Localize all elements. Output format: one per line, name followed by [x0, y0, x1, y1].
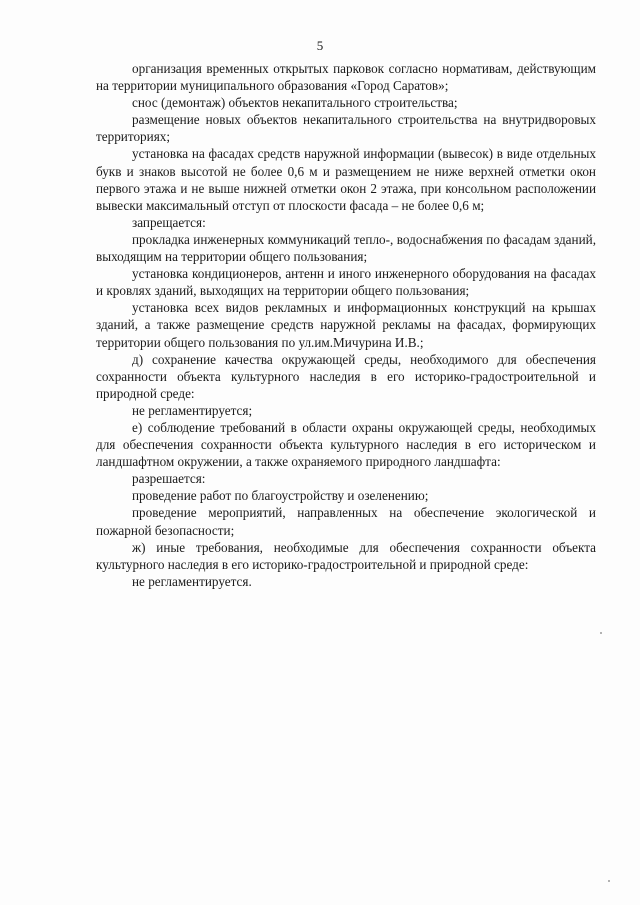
- paragraph-14: проведение мероприятий, направленных на обеспечение экологической и пожарной безопасности;: [96, 505, 596, 538]
- document-body: [96, 60, 596, 590]
- paragraph-2: снос (демонтаж) объектов некапитального строительства;: [132, 95, 458, 111]
- paragraph-15: ж) иные требования, необходимые для обеспечения сохранности объекта культурного наследия в его историко-градостроительной и природной среде:: [96, 539, 596, 572]
- paragraph-7: установка кондиционеров, антенн и иного инженерного оборудования на фасадах и кровлях зданий, выходящих на территории общего пользования;: [96, 266, 596, 299]
- paragraph-9: д) сохранение качества окружающей среды, необходимого для обеспечения сохранности объекта культурного наследия в его историко-градостроительной и природной среде:: [96, 351, 596, 401]
- paragraph-6: прокладка инженерных коммуникаций тепло-, водоснабжения по фасадам зданий, выходящим на территории общего пользования;: [96, 231, 596, 265]
- paragraph-16: не регламентируется.: [132, 573, 252, 589]
- paragraph-4: установка на фасадах средств наружной информации (вывесок) в виде отдельных букв и знаков высотой не более 0,6 м и размещением не ниже верхней отметки окон первого этажа и не выше нижней отметки окон 2 этажа, при консольном расположении вывески максимальный отступ от плоскости фасада – не более 0,6 м;: [96, 146, 596, 213]
- paragraph-11: е) соблюдение требований в области охраны окружающей среды, необходимых для обеспечения сохранности объекта культурного наследия в его историческом и ландшафтном окружении, а также охраняемого природного ландшафта:: [96, 419, 596, 470]
- paragraph-8: установка всех видов рекламных и информационных конструкций на крышах зданий, а также размещение средств наружной рекламы на фасадах, формирующих территории общего пользования по ул.им.Мичурина И.В.;: [96, 300, 596, 350]
- paragraph-10: не регламентируется;: [132, 402, 253, 418]
- scan-speck: [600, 632, 602, 634]
- paragraph-5: запрещается:: [132, 214, 206, 230]
- paragraph-3: размещение новых объектов некапитального строительства на внутридворовых территориях;: [96, 112, 596, 145]
- paragraph-1: организация временных открытых парковок согласно нормативам, действующим на территории муниципального образования «Город Саратов»;: [96, 61, 596, 94]
- scan-speck: [608, 880, 610, 882]
- page-number: 5: [316, 38, 324, 53]
- paragraph-13: проведение работ по благоустройству и озеленению;: [132, 488, 429, 504]
- paragraph-12: разрешается:: [132, 471, 206, 487]
